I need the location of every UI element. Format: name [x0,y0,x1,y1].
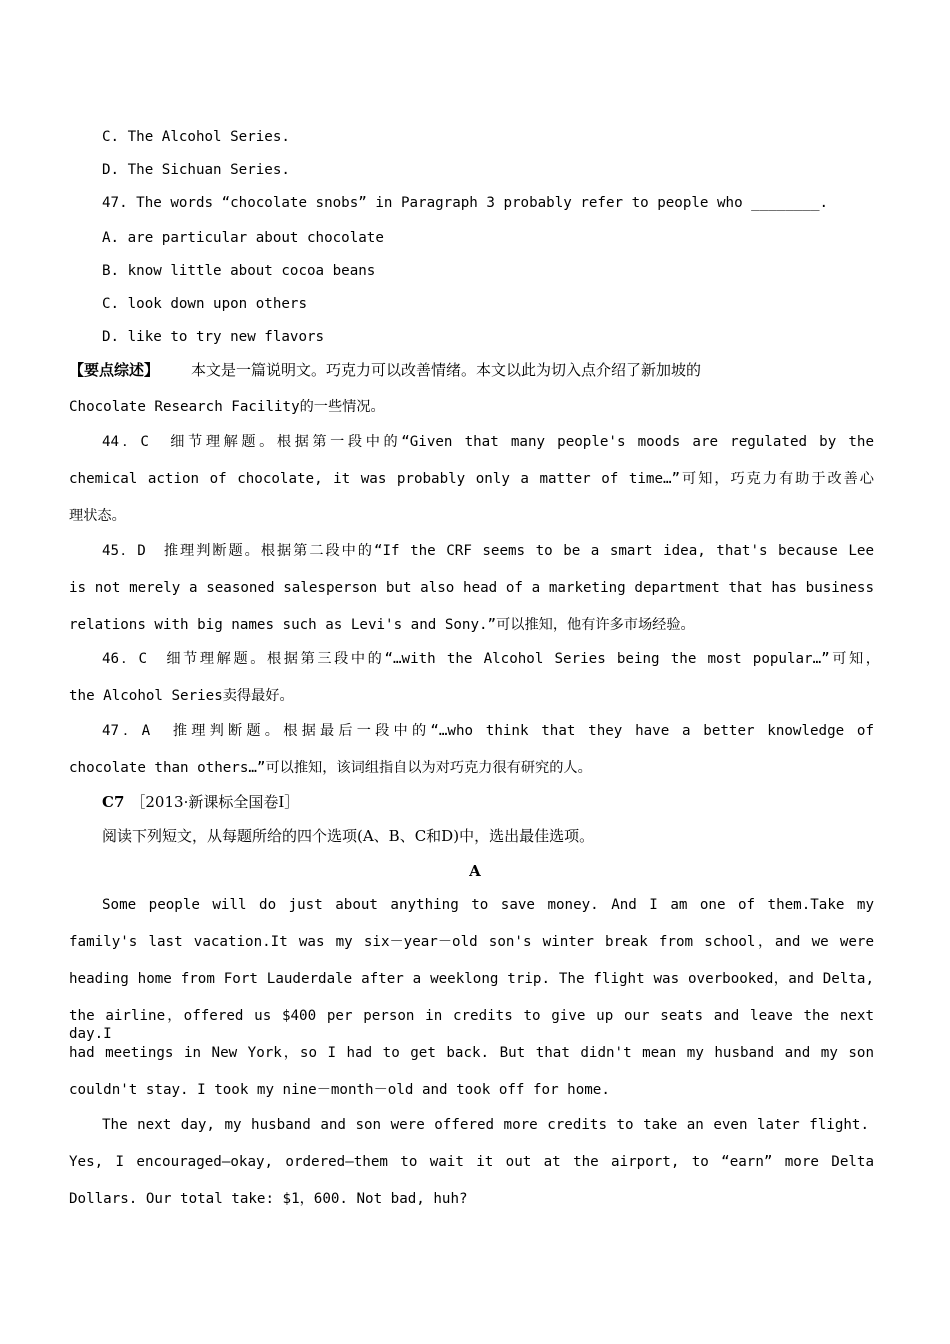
section-code: C7 [102,793,125,811]
option-46-d: D. The Sichuan Series. [102,162,290,178]
answer-45-line-2: is not merely a seasoned salesperson but also head of a marketing department that has business [69,580,874,596]
passage-p1-line-1: Some people will do just about anything to save money. And I am one of them.Take my [102,897,874,913]
section-source: ［2013·新课标全国卷Ⅰ］ [130,793,300,811]
section-header [102,793,299,811]
summary-label: 【要点综述】 [69,361,160,379]
option-46-c: C. The Alcohol Series. [102,129,290,145]
summary-line-2: Chocolate Research Facility的一些情况。 [69,399,385,415]
passage-p2-line-1: The next day, my husband and son were offered more credits to take an even later flight. [102,1117,869,1133]
passage-p1-line-6: couldn't stay. I took my nine－month－old and took off for home. [69,1082,610,1098]
option-47-c: C. look down upon others [102,296,307,312]
section-instruction: 阅读下列短文，从每题所给的四个选项(A、B、C和D)中，选出最佳选项。 [102,827,595,845]
summary-line-1 [69,361,701,379]
option-47-a: A. are particular about chocolate [102,230,384,246]
answer-45-line-3: relations with big names such as Levi's and Sony.”可以推知，他有许多市场经验。 [69,617,695,633]
passage-p1-line-4: the airline，offered us $400 per person in credits to give up our seats and leave the next day.I [69,1008,874,1042]
answer-47-line-2: chocolate than others…”可以推知，该词组指自以为对巧克力很有研究的人。 [69,760,592,776]
answer-47-line-1: 47．A 推理判断题。根据最后一段中的“…who think that they have a better knowledge of [102,723,874,739]
passage-p1-line-3: heading home from Fort Lauderdale after a weeklong trip. The flight was overbooked，and Delta, [69,971,874,987]
answer-44-line-2: chemical action of chocolate, it was probably only a matter of time…”可知，巧克力有助于改善心 [69,471,874,487]
passage-p2-line-3: Dollars. Our total take: $1，600. Not bad, huh? [69,1191,468,1207]
summary-text: 本文是一篇说明文。巧克力可以改善情绪。本文以此为切入点介绍了新加坡的 [191,361,702,379]
option-47-b: B. know little about cocoa beans [102,263,376,279]
passage-p2-line-2: Yes, I encouraged—okay, ordered—them to wait it out at the airport, to “earn” more Delta [69,1154,874,1170]
answer-44-line-1: 44．C 细节理解题。根据第一段中的“Given that many people's moods are regulated by the [102,434,874,450]
answer-45-line-1: 45．D 推理判断题。根据第二段中的“If the CRF seems to be a smart idea, that's because Lee [102,543,874,559]
option-47-d: D. like to try new flavors [102,329,325,345]
answer-46-line-2: the Alcohol Series卖得最好。 [69,688,294,704]
passage-label: A [469,862,481,880]
question-47-stem: 47. The words “chocolate snobs” in Paragraph 3 probably refer to people who ________. [102,195,829,211]
passage-p1-line-2: family's last vacation.It was my six－year－old son's winter break from school，and we were [69,934,874,950]
passage-p1-line-5: had meetings in New York，so I had to get back. But that didn't mean my husband and my son [69,1045,874,1061]
answer-46-line-1: 46．C 细节理解题。根据第三段中的“…with the Alcohol Series being the most popular…”可知， [102,651,880,667]
answer-44-line-3: 理状态。 [69,508,126,524]
